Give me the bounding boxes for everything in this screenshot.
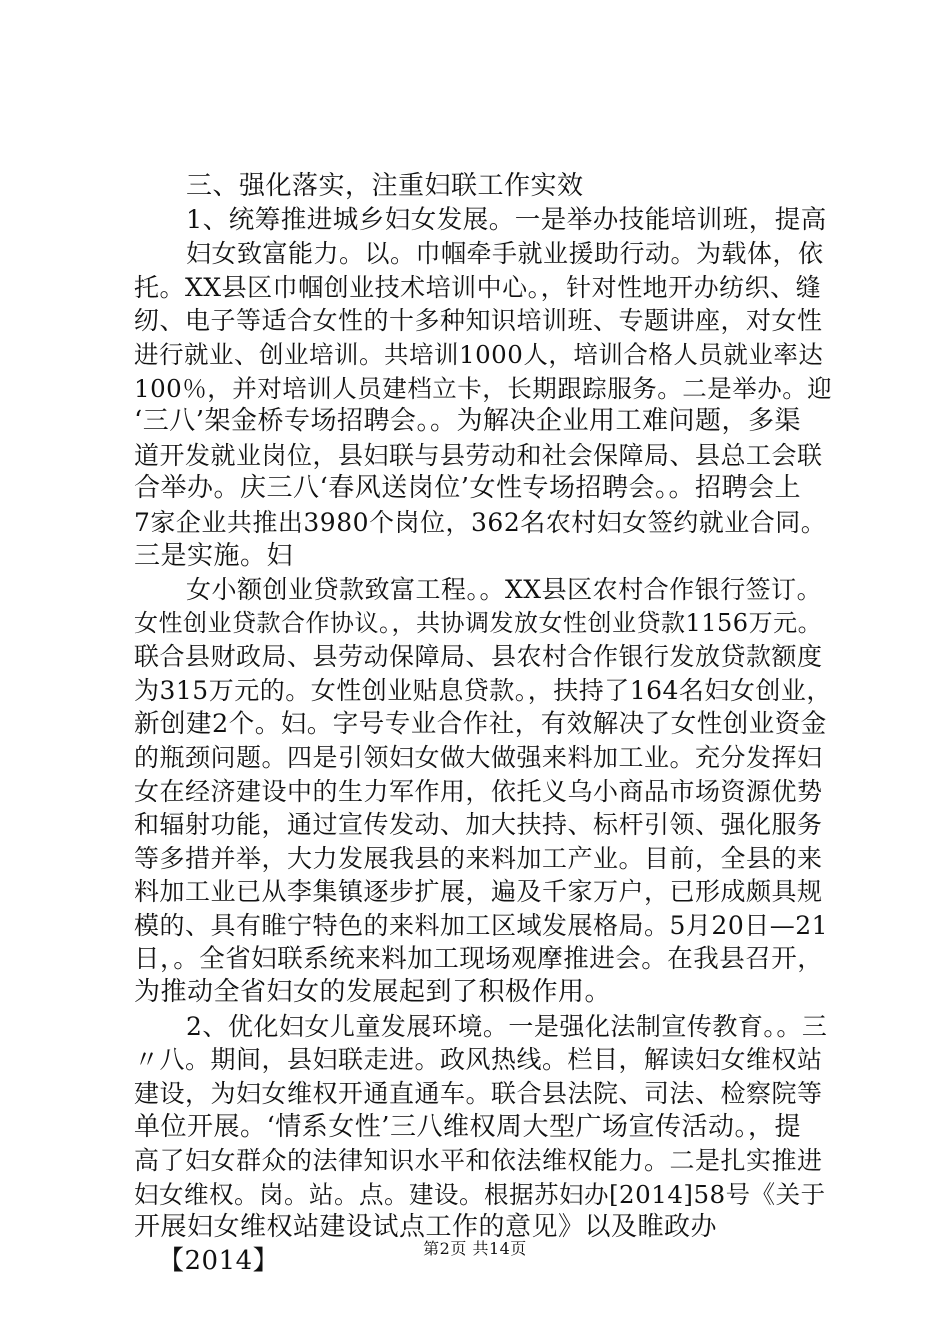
text-line: 7家企业共推出3980个岗位，362名农村妇女签约就业合同。 (134, 507, 827, 537)
text-line: 的瓶颈问题。四是引领妇女做大做强来料加工业。充分发挥妇 (134, 743, 823, 773)
text-line: 高了妇女群众的法律知识水平和依法维权能力。二是扎实推进 (134, 1146, 823, 1176)
text-line: 等多措并举，大力发展我县的来料加工产业。目前，全县的来 (134, 843, 823, 873)
text-line: 为推动全省妇女的发展起到了积极作用。 (134, 977, 612, 1008)
text-line: 三是实施。妇 (134, 540, 294, 571)
text-line: 1、统筹推进城乡妇女发展。一是举办技能培训班，提高 (186, 204, 827, 235)
text-line: 料加工业已从李集镇逐步扩展，遍及千家万户，已形成颇具规 (134, 877, 823, 907)
text-line: 单位开展。‘情系女性’三八维权周大型广场宣传活动。，提 (134, 1111, 802, 1142)
text-line: 托。XX县区巾帼创业技术培训中心。，针对性地开办纺织、缝 (134, 272, 822, 302)
text-line: 合举办。庆三八‘春风送岗位’女性专场招聘会。。招聘会上 (134, 473, 802, 504)
document-body (134, 170, 834, 1279)
text-line: 日，。全省妇联系统来料加工现场观摩推进会。在我县召开， (134, 943, 824, 974)
text-line: 妇女维权。岗。站。点。建设。根据苏妇办[2014]58号《关于 (134, 1179, 826, 1209)
text-line: 道开发就业岗位，县妇联与县劳动和社会保障局、县总工会联 (134, 440, 823, 470)
text-line: 100％，并对培训人员建档立卡，长期跟踪服务。二是举办。迎 (134, 373, 833, 403)
page-footer: 第2页 共14页 (423, 1239, 527, 1258)
text-line: ‘三八’架金桥专场招聘会。。为解决企业用工难问题，多渠 (134, 406, 802, 437)
text-line: 纫、电子等适合女性的十多种知识培训班、专题讲座，对女性 (134, 306, 823, 336)
text-line: 联合县财政局、县劳动保障局、县农村合作银行发放贷款额度 (134, 642, 823, 672)
text-line: 模的、具有睢宁特色的来料加工区域发展格局。5月20日—21 (134, 911, 829, 941)
text-line: 和辐射功能，通过宣传发动、加大扶持、标杆引领、强化服务 (134, 810, 823, 840)
text-line: 妇女致富能力。以。巾帼牵手就业援助行动。为载体，依 (186, 239, 824, 269)
text-line: 新创建2个。妇。字号专业合作社，有效解决了女性创业资金 (134, 708, 827, 739)
text-line: 2、优化妇女儿童发展环境。一是强化法制宣传教育。。三 (186, 1011, 828, 1041)
text-line: 为315万元的。女性创业贴息贷款。，扶持了164名妇女创业， (134, 675, 832, 705)
text-line: 三、强化落实，注重妇联工作实效 (186, 171, 584, 201)
text-line: 女在经济建设中的生力军作用，依托义乌小商品市场资源优势 (134, 776, 823, 806)
text-line: 女性创业贷款合作协议。，共协调发放女性创业贷款1156万元。 (134, 608, 823, 637)
text-line: 开展妇女维权站建设试点工作的意见》以及睢政办 (134, 1212, 718, 1243)
text-line: 〃八。期间，县妇联走进。政风热线。栏目，解读妇女维权站 (134, 1045, 823, 1075)
text-line: 【2014】 (158, 1246, 280, 1276)
text-line: 进行就业、创业培训。共培训1000人，培训合格人员就业率达 (134, 339, 824, 369)
text-line: 建设，为妇女维权开通直通车。联合县法院、司法、检察院等 (134, 1079, 823, 1109)
text-line: 女小额创业贷款致富工程。。XX县区农村合作银行签订。 (186, 575, 823, 605)
